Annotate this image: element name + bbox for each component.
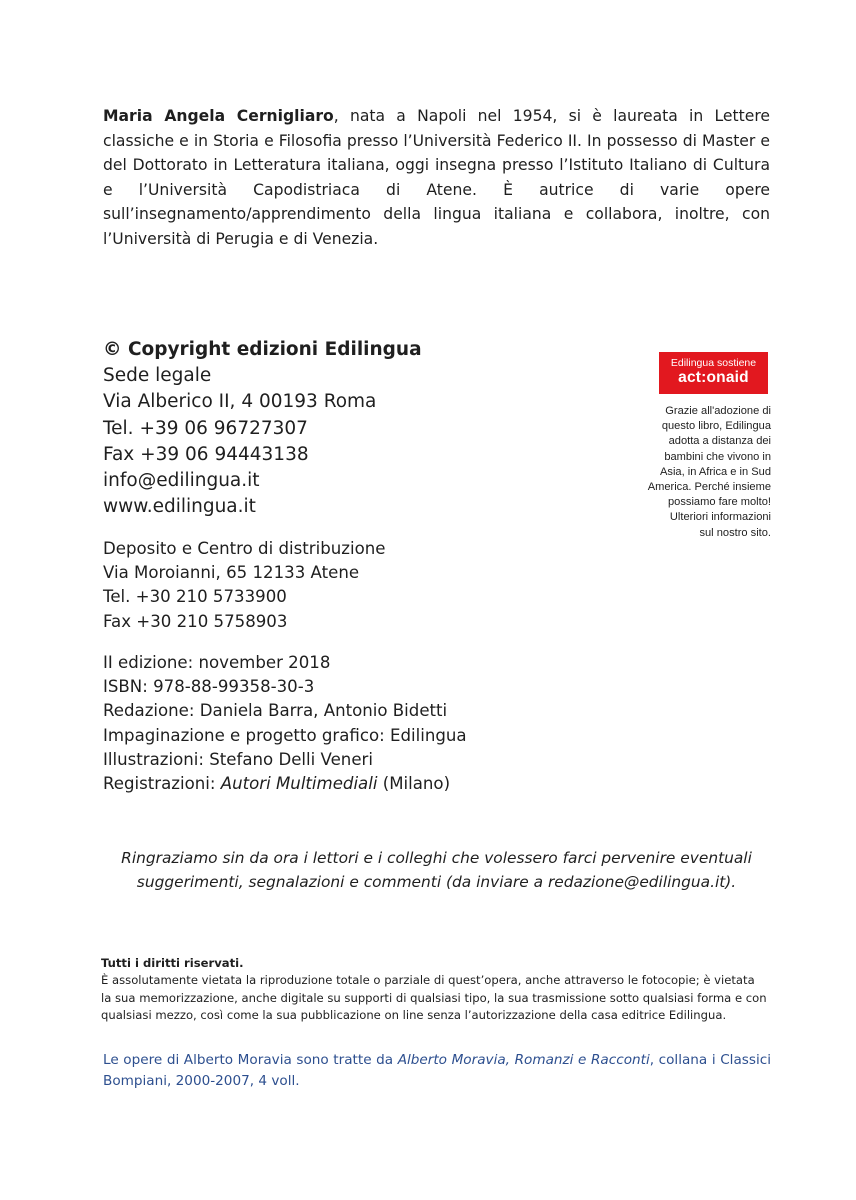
registered-office-label: Sede legale: [103, 365, 212, 387]
author-bio: [103, 104, 770, 251]
author-bio-text: , nata a Napoli nel 1954, si è laureata in Lettere classiche e in Storia e Filosofia presso l’Università Federico II. In possesso di Master e del Dottorato in Letteratura italiana, oggi insegna presso l’Istituto Italiano di Cultura e l’Università Capodistriaca di Atene. È autrice di varie opere sull’insegnamento/apprendimento della lingua italiana e collabora, inoltre, con l’Università di Perugia e di Venezia.: [103, 107, 770, 248]
recording-label: Registrazioni:: [103, 774, 221, 794]
office-phone: Tel. +39 06 96727307: [103, 417, 308, 439]
moravia-note-prefix: Le opere di Alberto Moravia sono tratte da: [103, 1052, 398, 1068]
acknowledgement-line: Ringraziamo sin da ora i lettori e i colleghi che volessero farci pervenire eventuali: [121, 849, 752, 867]
layout-credits: Impaginazione e progetto grafico: Edilingua: [103, 725, 467, 745]
rights-notice: [101, 972, 771, 1025]
recording-city: (Milano): [377, 774, 451, 794]
office-email: info@edilingua.it: [103, 470, 260, 492]
actionaid-note-line: questo libro, Edilingua: [661, 420, 771, 433]
actionaid-note-line: bambini che vivono in: [664, 450, 771, 463]
moravia-note-suffix: , collana i Classici Bompiani, 2000-2007, 4 voll.: [103, 1052, 771, 1089]
copyright-block: [103, 337, 603, 520]
actionaid-note-line: adotta a distanza dei: [668, 435, 771, 448]
actionaid-logo: act:onaid: [678, 369, 749, 386]
rights-notice-line: È assolutamente vietata la riproduzione totale o parziale di quest’opera, anche attraverso le fotocopie; è vietata: [101, 973, 755, 987]
rights-title: Tutti i diritti riservati.: [101, 956, 244, 970]
registered-office-address: Via Alberico II, 4 00193 Roma: [103, 391, 377, 413]
office-website: www.edilingua.it: [103, 496, 256, 518]
isbn: ISBN: 978-88-99358-30-3: [103, 677, 315, 697]
editing-credits: Redazione: Daniela Barra, Antonio Bidetti: [103, 701, 448, 721]
actionaid-support-label: Edilingua sostiene: [670, 357, 757, 369]
rights-notice-line: la sua memorizzazione, anche digitale su supporti di qualsiasi tipo, la sua trasmissione sotto qualsiasi forma e con: [101, 990, 767, 1005]
author-name: Maria Angela Cernigliaro: [103, 107, 334, 125]
acknowledgement-note: [103, 846, 770, 894]
illustration-credits: Illustrazioni: Stefano Delli Veneri: [103, 749, 373, 769]
edition-credits: [103, 651, 623, 796]
copyright-heading: © Copyright edizioni Edilingua: [103, 339, 422, 360]
moravia-source-title: Alberto Moravia, Romanzi e Racconti: [397, 1052, 650, 1068]
actionaid-note-line: possiamo fare molto!: [668, 496, 771, 509]
actionaid-note-line: Ulteriori informazioni: [669, 511, 771, 524]
acknowledgement-line: suggerimenti, segnalazioni e commenti (da inviare a redazione@edilingua.it).: [136, 873, 737, 891]
edition-info: II edizione: november 2018: [103, 653, 331, 672]
distribution-center-address: Via Moroianni, 65 12133 Atene: [103, 563, 360, 583]
distribution-center-block: [103, 537, 603, 634]
recording-studio: Autori Multimediali: [220, 774, 378, 794]
moravia-source-note: [103, 1050, 771, 1092]
actionaid-note: [628, 404, 771, 541]
distribution-center-fax: Fax +30 210 5758903: [103, 611, 288, 631]
office-fax: Fax +39 06 94443138: [103, 443, 309, 465]
actionaid-note-line: sul nostro sito.: [699, 526, 771, 539]
rights-notice-line: qualsiasi mezzo, così come la sua pubblicazione on line senza l’autorizzazione della casa editrice Edilingua.: [101, 1008, 727, 1022]
actionaid-note-line: Grazie all'adozione di: [665, 405, 771, 417]
actionaid-note-line: Asia, in Africa e in Sud: [660, 465, 771, 478]
actionaid-note-line: America. Perché insieme: [647, 481, 771, 494]
recording-credits: [103, 772, 623, 796]
distribution-center-label: Deposito e Centro di distribuzione: [103, 539, 386, 558]
distribution-center-phone: Tel. +30 210 5733900: [103, 587, 287, 607]
actionaid-badge: [659, 352, 768, 394]
